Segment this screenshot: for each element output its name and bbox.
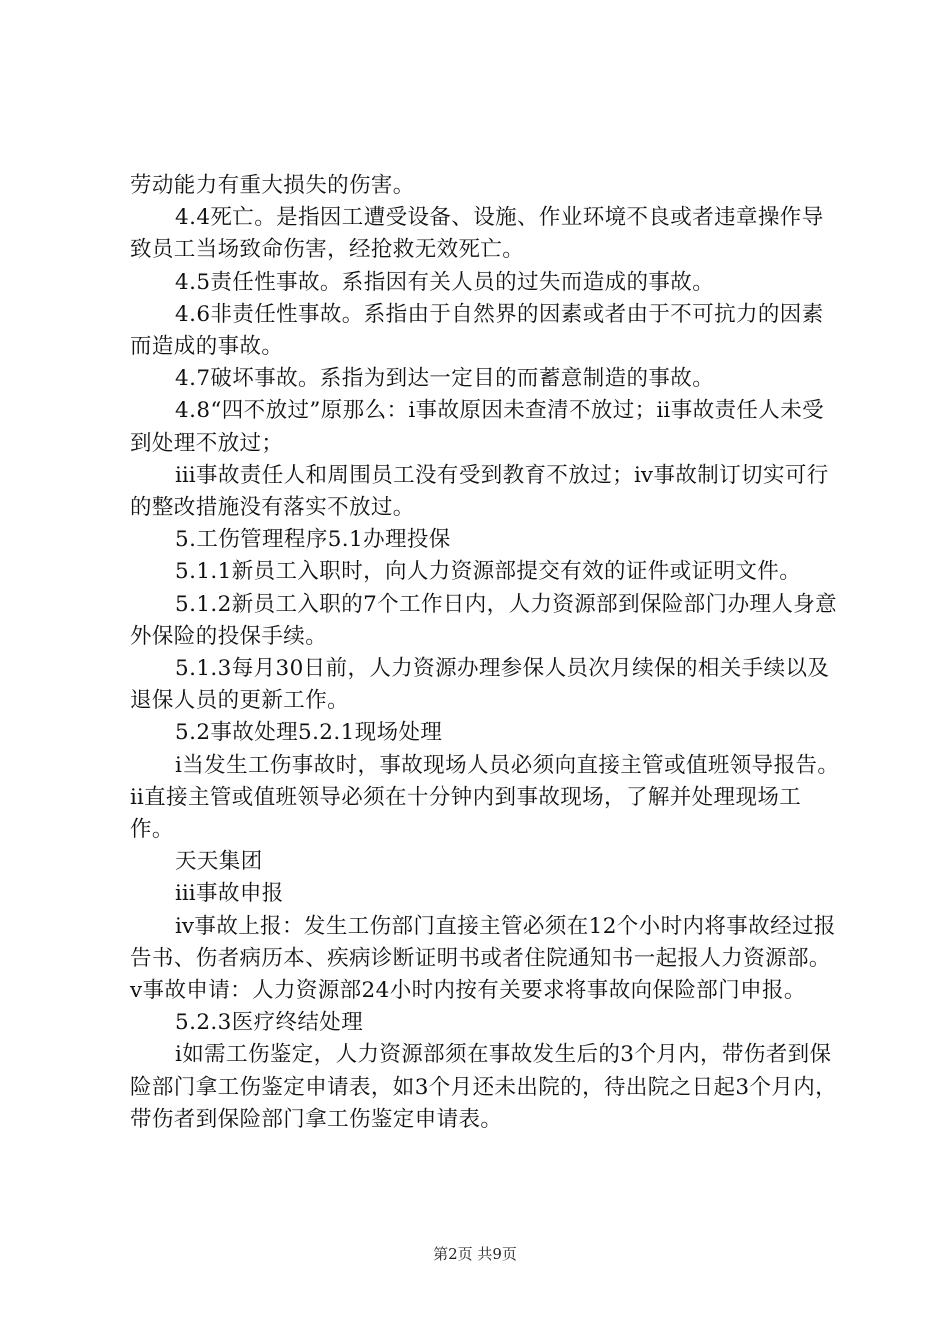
- paragraph-1: 劳动能力有重大损失的伤害。: [130, 173, 415, 198]
- paragraph-2: 4.4死亡。是指因工遭受设备、设施、作业环境不良或者违章操作导致员工当场致命伤害，经抢救无效死亡。: [130, 205, 824, 263]
- paragraph-3: 4.5责任性事故。系指因有关人员的过失而造成的事故。: [175, 269, 715, 295]
- paragraph-17: 5.2.3医疗终结处理: [175, 1010, 364, 1036]
- paragraph-8: 5.工伤管理程序5.1办理投保: [175, 527, 451, 553]
- paragraph-6: 4.8“四不放过”原那么：ⅰ事故原因未查清不放过；ⅱ事故责任人未受到处理不放过；: [130, 398, 825, 456]
- paragraph-14: 天天集团: [175, 849, 263, 875]
- paragraph-15: ⅲ事故申报: [175, 881, 284, 907]
- page-footer: [0, 1244, 950, 1264]
- paragraph-5: 4.7破坏事故。系指为到达一定目的而蓄意制造的事故。: [175, 366, 715, 392]
- paragraph-4: 4.6非责任性事故。系指由于自然界的因素或者由于不可抗力的因素而造成的事故。: [130, 301, 824, 360]
- paragraph-10: 5.1.2新员工入职的7个工作日内，人力资源部到保险部门办理人身意外保险的投保手续。: [130, 591, 838, 649]
- page-number-label: 第2页 共9页: [433, 1245, 517, 1263]
- paragraph-11: 5.1.3每月30日前，人力资源办理参保人员次月续保的相关手续以及退保人员的更新工作。: [130, 656, 830, 714]
- paragraph-9: 5.1.1新员工入职时，向人力资源部提交有效的证件或证明文件。: [175, 559, 802, 585]
- paragraph-16: ⅳ事故上报：发生工伤部门直接主管必须在12个小时内将事故经过报告书、伤者病历本、疾病诊断证明书或者住院通知书一起报人力资源部。ⅴ事故申请：人力资源部24小时内按有关要求将事故向保险部门申报。: [130, 913, 836, 1004]
- paragraph-12: 5.2事故处理5.2.1现场处理: [175, 720, 443, 746]
- paragraph-18: ⅰ如需工伤鉴定，人力资源部须在事故发生后的3个月内，带伤者到保险部门拿工伤鉴定申请表，如3个月还未出院的，待出院之日起3个月内，带伤者到保险部门拿工伤鉴定申请表。: [130, 1042, 838, 1132]
- paragraph-7: ⅲ事故责任人和周围员工没有受到教育不放过；ⅳ事故制订切实可行的整改措施没有落实不放过。: [130, 462, 829, 521]
- paragraph-13: ⅰ当发生工伤事故时，事故现场人员必须向直接主管或值班领导报告。ⅱ直接主管或值班领导必须在十分钟内到事故现场，了解并处理现场工作。: [130, 752, 840, 843]
- document-body: [130, 170, 842, 1136]
